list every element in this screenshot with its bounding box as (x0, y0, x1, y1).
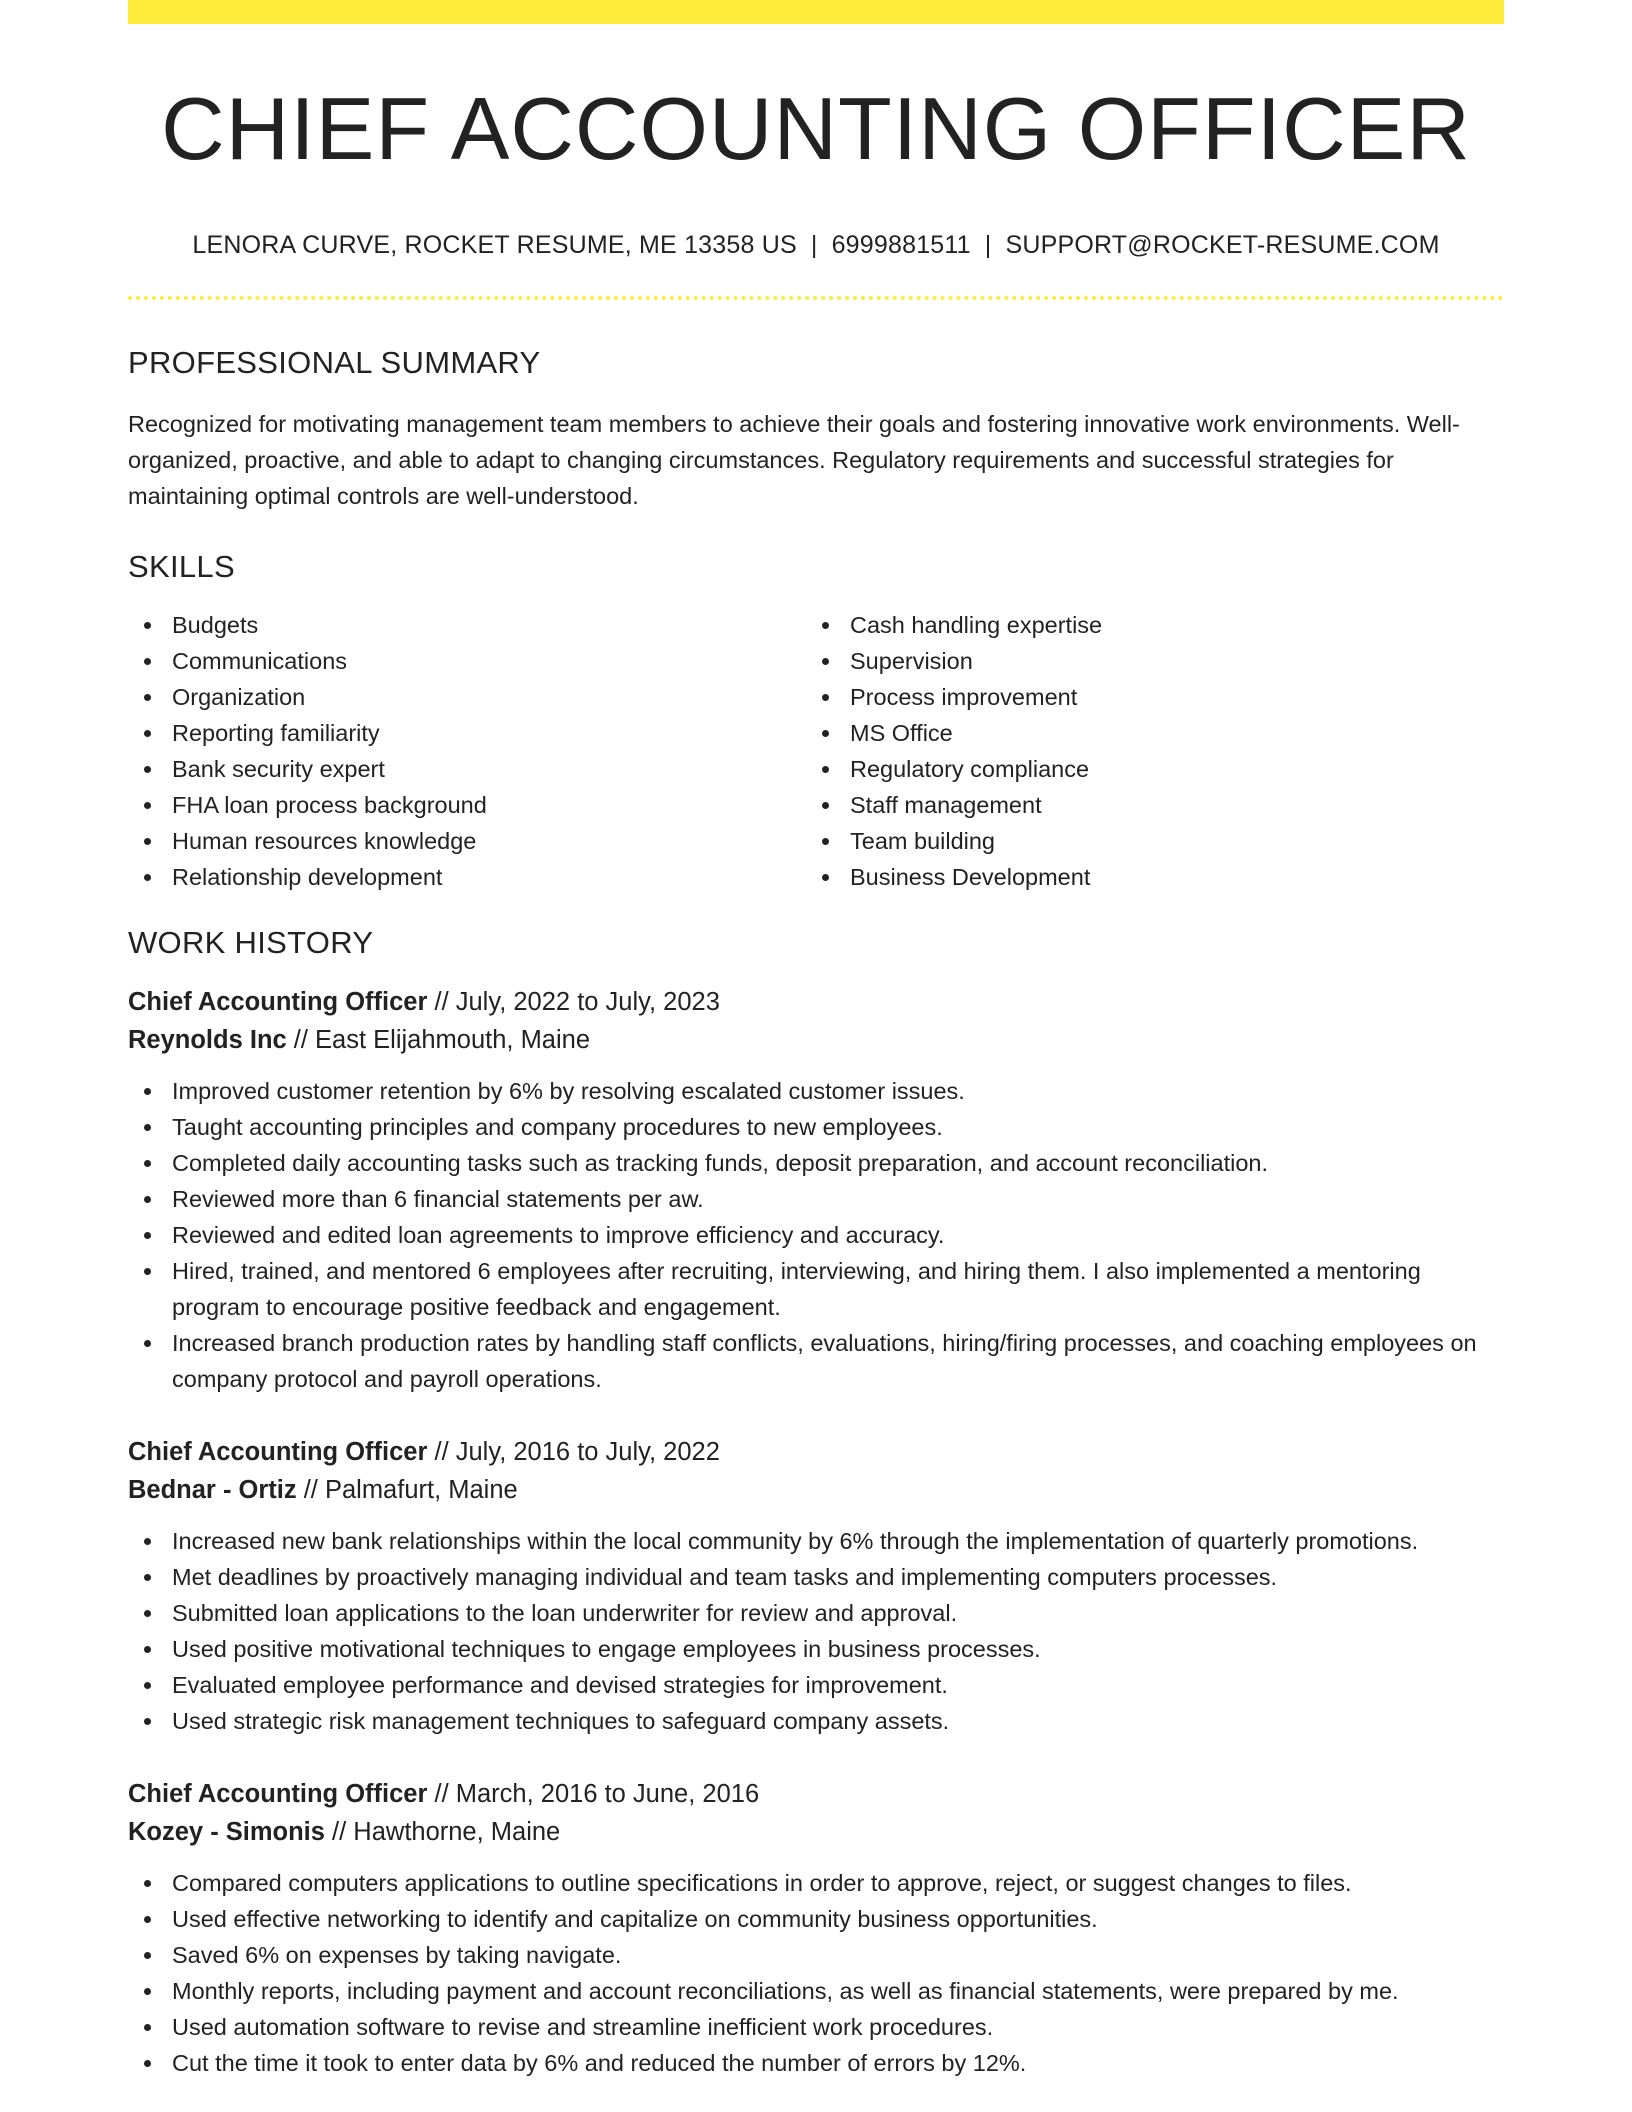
job-bullets (128, 1073, 1504, 1397)
job-company-line (128, 1471, 1504, 1509)
skill-item: Staff management (806, 787, 1504, 823)
job-bullet: Completed daily accounting tasks such as tracking funds, deposit preparation, and account reconciliation. (128, 1145, 1504, 1181)
work-history-section (128, 927, 1504, 2081)
job-bullet: Met deadlines by proactively managing individual and team tasks and implementing computers processes. (128, 1559, 1504, 1595)
job-dates: // July, 2022 to July, 2023 (434, 988, 720, 1016)
job-bullet: Improved customer retention by 6% by resolving escalated customer issues. (128, 1073, 1504, 1109)
skills-list-left (128, 607, 806, 895)
job-bullet: Submitted loan applications to the loan underwriter for review and approval. (128, 1595, 1504, 1631)
skills-list-right (806, 607, 1504, 895)
skill-item: Team building (806, 823, 1504, 859)
job-bullet: Saved 6% on expenses by taking navigate. (128, 1937, 1504, 1973)
skill-item: FHA loan process background (128, 787, 806, 823)
resume-title: CHIEF ACCOUNTING OFFICER (161, 79, 1471, 178)
accent-top-bar (128, 0, 1504, 24)
summary-text: Recognized for motivating management team members to achieve their goals and fostering innovative work environments. Well-organized, proactive, and able to adapt to changing circumstances. Regulatory requirements and successful strategies for maintaining optimal controls are well-understood. (128, 411, 1460, 509)
dotted-divider (128, 296, 1504, 300)
skill-item: Budgets (128, 607, 806, 643)
skill-item: Regulatory compliance (806, 751, 1504, 787)
job-bullet: Used strategic risk management techniques to safeguard company assets. (128, 1703, 1504, 1739)
job-bullet: Monthly reports, including payment and account reconciliations, as well as financial statements, were prepared by me. (128, 1973, 1504, 2009)
job-bullet: Used positive motivational techniques to engage employees in business processes. (128, 1631, 1504, 1667)
skill-item: Bank security expert (128, 751, 806, 787)
skills-heading: SKILLS (128, 549, 235, 584)
job-bullet: Used effective networking to identify and capitalize on community business opportunities. (128, 1901, 1504, 1937)
job-title-line (128, 1775, 1504, 1813)
job-bullet: Cut the time it took to enter data by 6% and reduced the number of errors by 12%. (128, 2045, 1504, 2081)
job-company: Kozey - Simonis (128, 1818, 325, 1846)
job-company: Bednar - Ortiz (128, 1476, 297, 1504)
job-bullet: Increased branch production rates by handling staff conflicts, evaluations, hiring/firing processes, and coaching employees on company protocol and payroll operations. (128, 1325, 1504, 1397)
job-bullet: Evaluated employee performance and devised strategies for improvement. (128, 1667, 1504, 1703)
job-title-line (128, 983, 1504, 1021)
job-dates: // March, 2016 to June, 2016 (434, 1780, 760, 1808)
job-bullet: Hired, trained, and mentored 6 employees after recruiting, interviewing, and hiring them. I also implemented a mentoring program to encourage positive feedback and engagement. (128, 1253, 1504, 1325)
skills-section (128, 551, 1504, 895)
job-bullet: Reviewed more than 6 financial statements per aw. (128, 1181, 1504, 1217)
job-bullet: Used automation software to revise and streamline inefficient work procedures. (128, 2009, 1504, 2045)
contact-address: LENORA CURVE, ROCKET RESUME, ME 13358 US (192, 231, 797, 259)
skill-item: Organization (128, 679, 806, 715)
skill-item: Process improvement (806, 679, 1504, 715)
skills-grid (128, 607, 1504, 895)
skill-item: Cash handling expertise (806, 607, 1504, 643)
summary-section (128, 347, 1504, 514)
job-bullet: Compared computers applications to outline specifications in order to approve, reject, or suggest changes to files. (128, 1865, 1504, 1901)
job-bullet: Reviewed and edited loan agreements to improve efficiency and accuracy. (128, 1217, 1504, 1253)
job-title: Chief Accounting Officer (128, 988, 428, 1016)
job-entry (128, 983, 1504, 1397)
job-title: Chief Accounting Officer (128, 1438, 428, 1466)
contact-phone: 6999881511 (831, 231, 971, 259)
summary-heading: PROFESSIONAL SUMMARY (128, 345, 541, 380)
job-location: // Palmafurt, Maine (303, 1476, 518, 1504)
contact-email: SUPPORT@ROCKET-RESUME.COM (1005, 231, 1440, 259)
skill-item: Communications (128, 643, 806, 679)
resume-page (128, 0, 1504, 2081)
contact-line (128, 233, 1504, 258)
contact-separator: | (810, 231, 818, 259)
job-entry (128, 1433, 1504, 1739)
job-location: // East Elijahmouth, Maine (293, 1026, 591, 1054)
job-bullet: Taught accounting principles and company procedures to new employees. (128, 1109, 1504, 1145)
skill-item: Supervision (806, 643, 1504, 679)
job-company: Reynolds Inc (128, 1026, 287, 1054)
skill-item: Business Development (806, 859, 1504, 895)
job-bullet: Increased new bank relationships within the local community by 6% through the implementation of quarterly promotions. (128, 1523, 1504, 1559)
job-entry (128, 1775, 1504, 2081)
job-location: // Hawthorne, Maine (332, 1818, 561, 1846)
skill-item: Human resources knowledge (128, 823, 806, 859)
job-dates: // July, 2016 to July, 2022 (434, 1438, 720, 1466)
job-company-line (128, 1021, 1504, 1059)
job-title: Chief Accounting Officer (128, 1780, 428, 1808)
skill-item: Reporting familiarity (128, 715, 806, 751)
skill-item: Relationship development (128, 859, 806, 895)
skill-item: MS Office (806, 715, 1504, 751)
job-bullets (128, 1865, 1504, 2081)
job-company-line (128, 1813, 1504, 1851)
work-history-heading: WORK HISTORY (128, 925, 374, 960)
job-bullets (128, 1523, 1504, 1739)
contact-separator: | (984, 231, 992, 259)
job-title-line (128, 1433, 1504, 1471)
